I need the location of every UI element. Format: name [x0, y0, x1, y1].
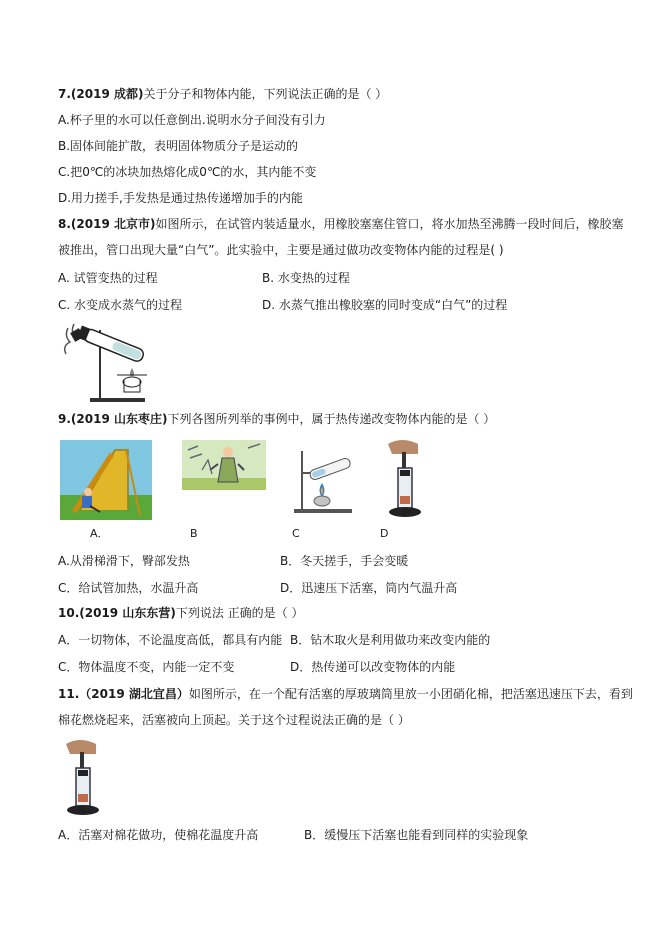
question-text: 如图所示，在一个配有活塞的厚玻璃筒里放一小团硝化棉，把活塞迅速压下去，看到 [188, 687, 633, 701]
q10-option-d: D．热传递可以改变物体的内能 [290, 660, 456, 674]
question-source: (2019 山东东营) [79, 606, 176, 620]
piston-cylinder-icon [62, 738, 112, 818]
question-source: (2019 山东枣庄) [70, 412, 168, 426]
question-text: 下列说法 正确的是（ ） [175, 606, 304, 620]
q10-option-a: A．一切物体，不论温度高低，都具有内能 [58, 633, 283, 647]
question-number: 11. [58, 687, 80, 701]
figure-label-c: C [292, 527, 300, 540]
q7-option-c: C.把0℃的冰块加热熔化成0℃的水，其内能不变 [58, 165, 317, 179]
slide-child-icon [60, 440, 152, 520]
q8-option-a: A. 试管变热的过程 [58, 271, 158, 285]
figure-label-a: A． [90, 527, 109, 540]
question-9-stem [58, 411, 495, 427]
question-10-stem [58, 605, 303, 621]
question-11-stem [58, 686, 633, 702]
piston-cylinder-icon [382, 438, 432, 520]
question-number: 9. [58, 412, 71, 426]
q7-option-d: D.用力搓手,手发热是通过热传递增加手的内能 [58, 191, 303, 205]
heating-test-tube-icon [292, 443, 354, 515]
q9-option-d: D．迅速压下活塞，筒内气温升高 [280, 581, 458, 595]
question-number: 7. [58, 87, 71, 101]
question-text: 下列各图所列举的事例中，属于热传递改变物体内能的是（ ） [167, 412, 496, 426]
question-8-stem-cont: 被推出，管口出现大量“白气”。此实验中，主要是通过做功改变物体内能的过程是( ) [58, 243, 504, 257]
q10-option-c: C．物体温度不变，内能一定不变 [58, 660, 235, 674]
question-11-stem-cont: 棉花燃烧起来，活塞被向上顶起。关于这个过程说法正确的是（ ） [58, 713, 410, 727]
question-source: (2019 北京市) [70, 217, 156, 231]
question-source: (2019 成都) [70, 87, 144, 101]
q7-option-b: B.固体间能扩散，表明固体物质分子是运动的 [58, 139, 299, 153]
figure-label-d: D [380, 527, 389, 540]
question-text: 如图所示，在试管内装适量水，用橡胶塞塞住管口，将水加热至沸腾一段时间后，橡胶塞 [155, 217, 624, 231]
q9-option-b: B．冬天搓手，手会变暖 [280, 554, 409, 568]
question-number: 8. [58, 217, 71, 231]
question-number: 10. [58, 606, 80, 620]
q7-option-a: A.杯子里的水可以任意倒出.说明水分子间没有引力 [58, 113, 326, 127]
q8-option-c: C. 水变成水蒸气的过程 [58, 298, 183, 312]
test-tube-apparatus-icon [62, 320, 162, 405]
q11-option-b: B．缓慢压下活塞也能看到同样的实验现象 [304, 828, 529, 842]
figure-label-b: B [190, 527, 198, 540]
question-7-stem [58, 86, 387, 102]
question-source: （2019 湖北宜昌） [79, 687, 189, 701]
q10-option-b: B．钻木取火是利用做功来改变内能的 [290, 633, 491, 647]
q8-option-b: B. 水变热的过程 [262, 271, 350, 285]
question-8-stem [58, 216, 623, 232]
q11-option-a: A．活塞对棉花做功，使棉花温度升高 [58, 828, 259, 842]
q9-option-c: C．给试管加热，水温升高 [58, 581, 199, 595]
q8-option-d: D. 水蒸气推出橡胶塞的同时变成“白气”的过程 [262, 298, 508, 312]
q9-option-a: A.从滑梯滑下，臀部发热 [58, 554, 190, 568]
rubbing-hands-icon [182, 440, 266, 490]
question-text: 关于分子和物体内能，下列说法正确的是（ ） [143, 87, 388, 101]
